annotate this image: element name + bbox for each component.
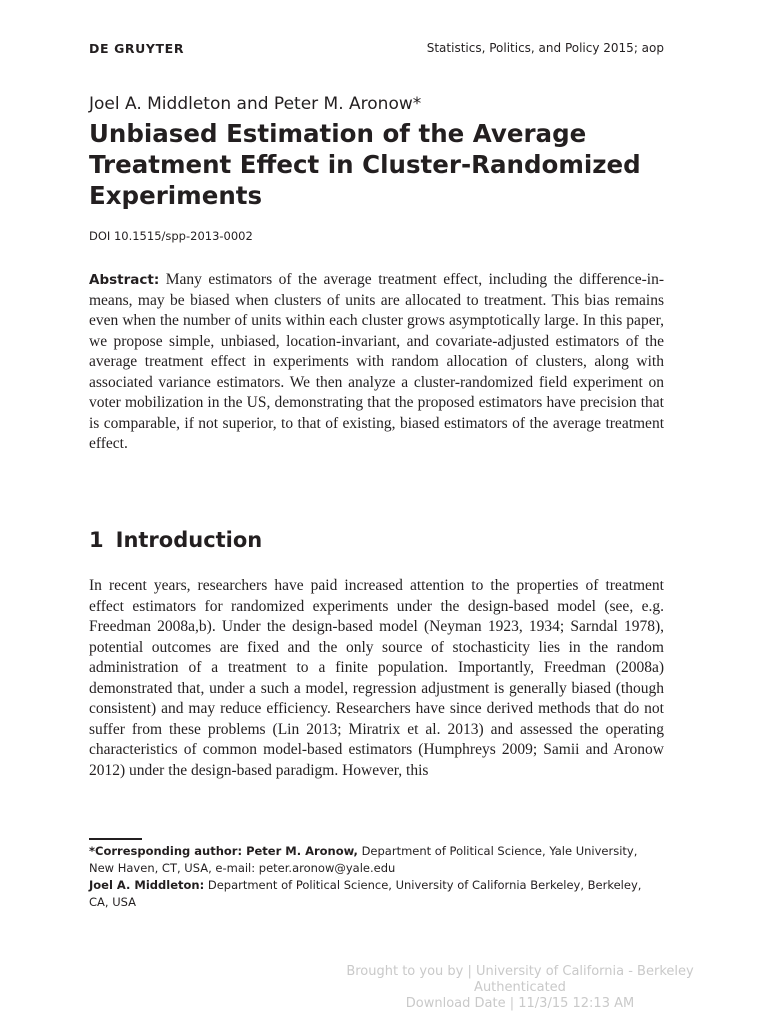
footnote-label: *Corresponding author: Peter M. Aronow, (89, 844, 358, 858)
watermark-line: Brought to you by | University of California - Berkeley (346, 964, 694, 979)
doi[interactable]: DOI 10.1515/spp-2013-0002 (89, 229, 253, 243)
watermark-line: Download Date | 11/3/15 12:13 AM (405, 996, 635, 1011)
footnote-corresponding-author (89, 843, 664, 877)
footnote-label: Joel A. Middleton: (89, 878, 205, 892)
abstract-text: Many estimators of the average treatment effect, including the difference-in-means, may be biased when clusters of units are allocated to treatment. This bias remains even when the number of units within each cluster grows asymptotically large. In this paper, we propose simple, unbiased, location-invariant, and covariate-adjusted estimators of the average treatment effect in experiments with random allocation of clusters, along with associated variance estimators. We then analyze a cluster-randomized field experiment on voter mobilization in the US, demonstrating that the proposed estimators have precision that is comparable, if not superior, to that of existing, biased estimators of the average treatment effect. (89, 271, 665, 452)
publisher-logo: DE GRUYTER (89, 41, 185, 56)
footnotes (89, 843, 664, 911)
footnote-text: Department of Political Science, University of California Berkeley, Berkeley, CA, USA (89, 878, 642, 909)
footnote-rule (89, 838, 142, 840)
paper-title: Unbiased Estimation of the Average Treatment Effect in Cluster-Randomized Experiments (89, 119, 641, 210)
watermark-line: Authenticated (474, 980, 566, 995)
abstract (89, 270, 664, 455)
section-number: 1 (89, 528, 104, 552)
journal-citation: Statistics, Politics, and Policy 2015; aop (426, 41, 664, 55)
section-body: In recent years, researchers have paid increased attention to the properties of treatment effect estimators for randomized experiments under the design-based model (see, e.g. Freedman 2008a,b). Under the design-based model (Neyman 1923, 1934; Sarndal 1978), potential outcomes are fixed and the only source of stochasticity lies in the random administration of a treatment to a finite population. Importantly, Freedman (2008a) demonstrated that, under a such a model, regression adjustment is generally biased (though consistent) and may reduce efficiency. Researchers have since derived methods that do not suffer from these problems (Lin 2013; Miratrix et al. 2013) and assessed the operating characteristics of common model-based estimators (Humphreys 2009; Samii and Aronow 2012) under the design-based paradigm. However, this (89, 577, 664, 779)
section-heading (89, 528, 262, 552)
download-watermark (330, 964, 710, 1012)
section-title: Introduction (115, 528, 263, 552)
footnote-text: Department of Political Science, Yale University, New Haven, CT, USA, e-mail: peter.aronow@yale.edu (89, 844, 638, 875)
abstract-label: Abstract: (89, 272, 160, 288)
authors: Joel A. Middleton and Peter M. Aronow* (89, 94, 422, 114)
footnote-coauthor (89, 877, 664, 911)
